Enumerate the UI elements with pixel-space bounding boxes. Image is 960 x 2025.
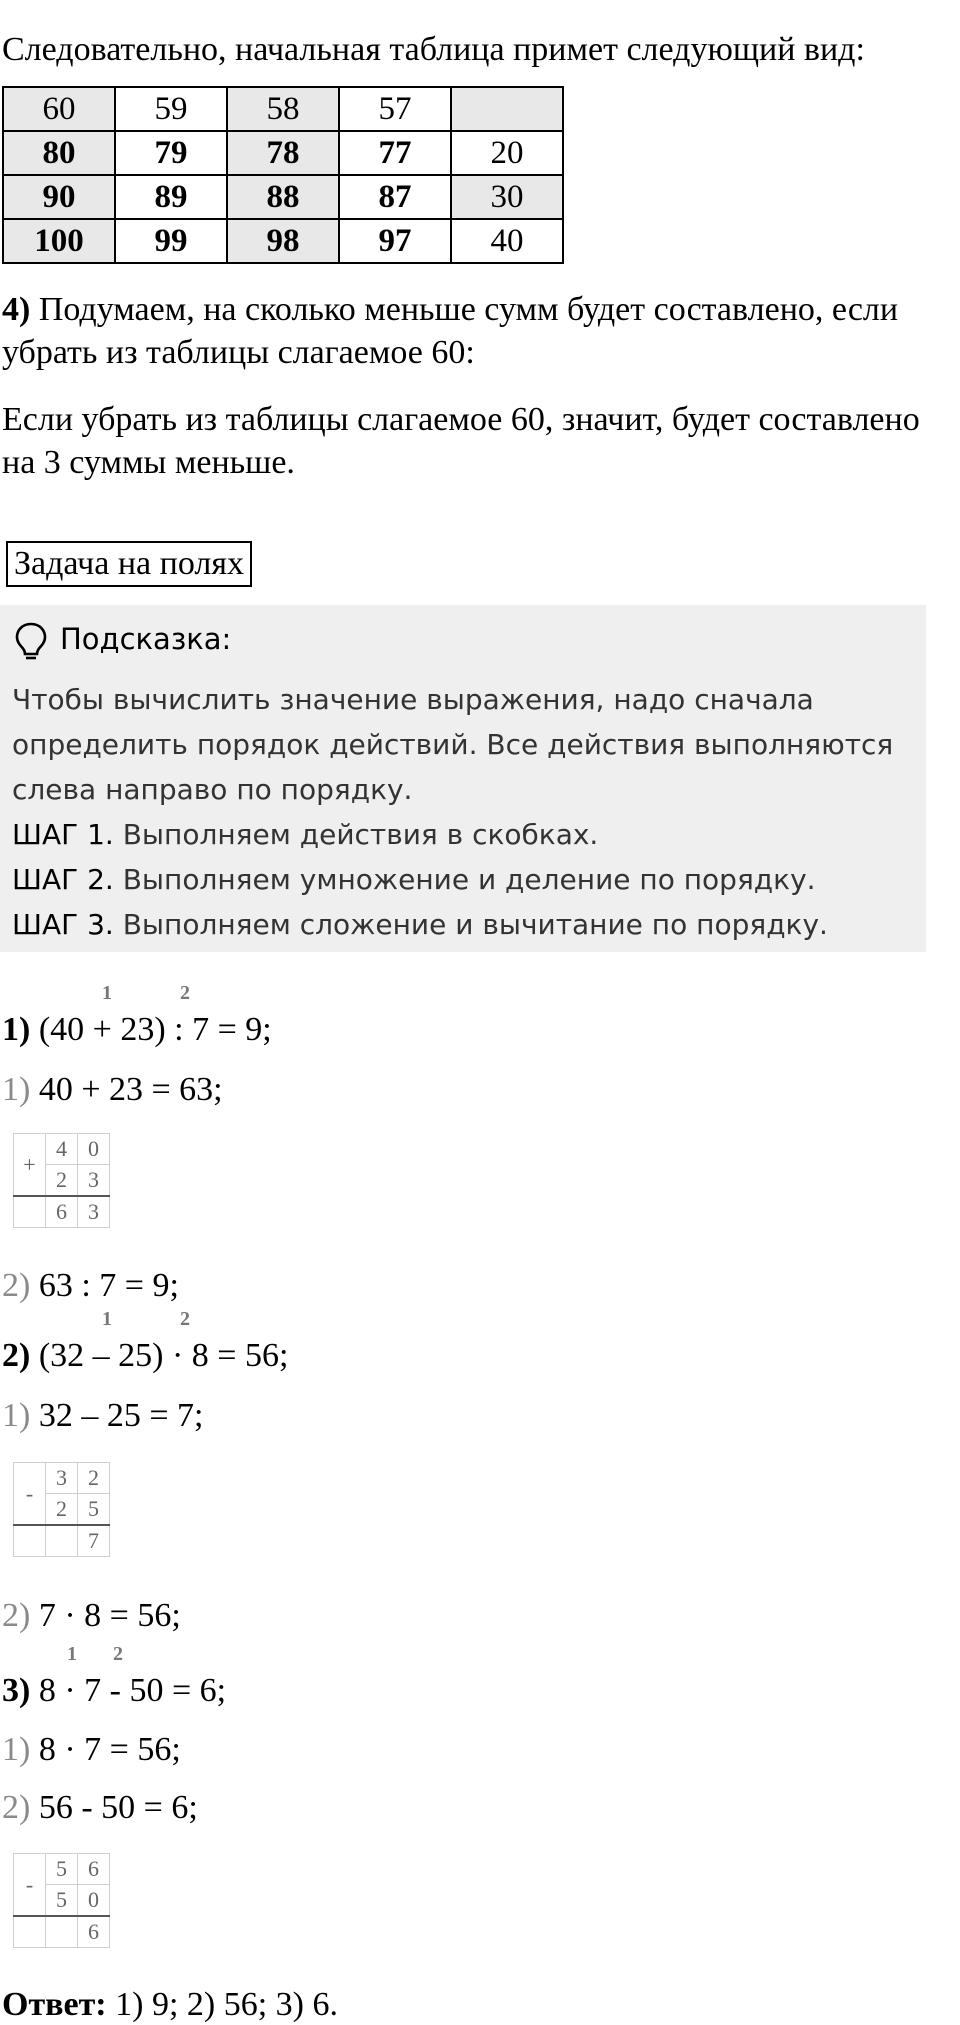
digit: 6: [78, 1916, 110, 1948]
order-mark: 2: [113, 1643, 123, 1665]
order-mark: 2: [180, 982, 190, 1004]
step-label: ШАГ 1.: [12, 818, 114, 851]
ex2-expr: (32 – 25) · 8 = 56;: [30, 1337, 289, 1374]
hint-line-3: слева направо по порядку.: [12, 773, 413, 806]
order-mark: 2: [180, 1308, 190, 1330]
operation-sign: -: [14, 1463, 46, 1526]
sums-table: [2, 86, 564, 264]
hint-line-1: Чтобы вычислить значение выражения, надо сначала: [12, 683, 814, 716]
ex1-step-1: [2, 1070, 223, 1110]
ex2-number: 2): [2, 1337, 31, 1374]
digit: 0: [78, 1134, 110, 1165]
q4-answer-1: Если убрать из таблицы слагаемое 60, значит, будет составлено: [2, 401, 920, 438]
digit: [14, 1525, 46, 1557]
step-text: Выполняем действия в скобках.: [113, 818, 599, 851]
table-cell: 88: [227, 175, 339, 219]
answer-text: 1) 9; 2) 56; 3) 6.: [106, 1986, 338, 2023]
step-text: 8 · 7 = 56;: [30, 1731, 181, 1768]
table-row: [3, 219, 563, 263]
ex3-number: 3): [2, 1672, 31, 1709]
step-text: 7 · 8 = 56;: [30, 1597, 181, 1634]
step-text: 32 – 25 = 7;: [30, 1397, 204, 1434]
ex3-expr: 8 · 7 - 50 = 6;: [30, 1672, 227, 1709]
digit: 5: [78, 1494, 110, 1526]
q4-line-1: [2, 290, 898, 330]
q4-text-2: убрать из таблицы слагаемое 60:: [2, 334, 475, 371]
table-cell: 80: [3, 131, 115, 175]
digit: 0: [78, 1885, 110, 1917]
step-number: 2): [2, 1267, 31, 1304]
intro-text: Следовательно, начальная таблица примет следующий вид:: [2, 31, 865, 68]
table-cell: 59: [115, 87, 227, 131]
step-label: ШАГ 3.: [12, 908, 114, 941]
digit: 3: [46, 1463, 78, 1494]
step-text: 63 : 7 = 9;: [30, 1267, 179, 1304]
lightbulb-icon: [14, 621, 48, 665]
digit: 7: [78, 1525, 110, 1557]
table-cell: 77: [339, 131, 451, 175]
digit: [46, 1916, 78, 1948]
final-answer: [2, 1985, 338, 2025]
step-number: 1): [2, 1731, 31, 1768]
table-cell: [451, 87, 563, 131]
digit: 2: [46, 1165, 78, 1197]
order-mark: 1: [67, 1643, 77, 1665]
hint-step-3: [12, 902, 828, 947]
ex3-step-2: [2, 1788, 198, 1828]
table-cell: 79: [115, 131, 227, 175]
table-cell: 98: [227, 219, 339, 263]
operation-sign: +: [14, 1134, 46, 1197]
ex3-expression: [2, 1671, 226, 1711]
ex2-column-calc: [13, 1462, 110, 1557]
step-text: 56 - 50 = 6;: [30, 1789, 198, 1826]
table-cell: 57: [339, 87, 451, 131]
digit: 3: [78, 1165, 110, 1197]
ex1-number: 1): [2, 1011, 31, 1048]
step-number: 1): [2, 1071, 31, 1108]
ex1-expression: [2, 1010, 272, 1050]
order-mark: 1: [102, 1308, 112, 1330]
ex1-expr: (40 + 23) : 7 = 9;: [30, 1011, 272, 1048]
table-cell: 90: [3, 175, 115, 219]
ex2-step-2: [2, 1596, 181, 1636]
digit: [14, 1196, 46, 1228]
step-text: Выполняем умножение и деление по порядку.: [113, 863, 816, 896]
step-number: 1): [2, 1397, 31, 1434]
table-cell: 40: [451, 219, 563, 263]
table-cell: 89: [115, 175, 227, 219]
table-cell: 58: [227, 87, 339, 131]
table-row: [3, 87, 563, 131]
q4-number: 4): [2, 291, 31, 328]
table-cell: 99: [115, 219, 227, 263]
step-label: ШАГ 2.: [12, 863, 114, 896]
margin-task-label: Задача на полях: [6, 541, 252, 587]
table-cell: 20: [451, 131, 563, 175]
table-cell: 30: [451, 175, 563, 219]
q4-answer-2: на 3 суммы меньше.: [2, 444, 295, 481]
digit: [14, 1916, 46, 1948]
table-row: [3, 175, 563, 219]
step-number: 2): [2, 1789, 31, 1826]
hint-box: [0, 605, 926, 952]
digit: 6: [78, 1854, 110, 1885]
ex1-step-2: [2, 1266, 179, 1306]
step-number: 2): [2, 1597, 31, 1634]
digit: 3: [78, 1196, 110, 1228]
hint-step-1: [12, 812, 598, 857]
ex1-column-calc: [13, 1133, 110, 1228]
table-cell: 87: [339, 175, 451, 219]
ex2-step-1: [2, 1396, 203, 1436]
hint-title: Подсказка:: [60, 622, 232, 656]
table-cell: 100: [3, 219, 115, 263]
table-row: [3, 131, 563, 175]
hint-line-2: определить порядок действий. Все действия выполняются: [12, 728, 894, 761]
operation-sign: -: [14, 1854, 46, 1917]
step-text: Выполняем сложение и вычитание по порядку.: [113, 908, 828, 941]
digit: 5: [46, 1854, 78, 1885]
table-cell: 78: [227, 131, 339, 175]
ex3-column-calc: [13, 1853, 110, 1948]
hint-step-2: [12, 857, 816, 902]
digit: 2: [46, 1494, 78, 1526]
digit: 2: [78, 1463, 110, 1494]
digit: 6: [46, 1196, 78, 1228]
digit: 5: [46, 1885, 78, 1917]
answer-label: Ответ:: [2, 1986, 107, 2023]
digit: 4: [46, 1134, 78, 1165]
order-mark: 1: [102, 982, 112, 1004]
step-text: 40 + 23 = 63;: [30, 1071, 223, 1108]
table-cell: 60: [3, 87, 115, 131]
ex2-expression: [2, 1336, 288, 1376]
ex3-step-1: [2, 1730, 181, 1770]
q4-text-1: Подумаем, на сколько меньше сумм будет составлено, если: [30, 291, 899, 328]
table-cell: 97: [339, 219, 451, 263]
digit: [46, 1525, 78, 1557]
